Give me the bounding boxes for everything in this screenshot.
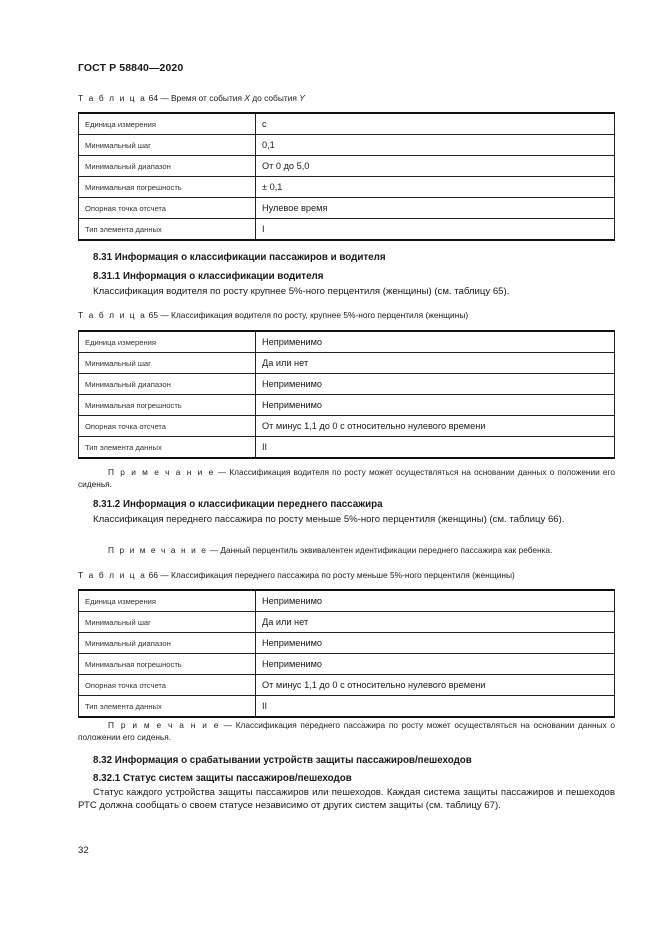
- document-header: ГОСТ Р 58840—2020: [78, 62, 184, 74]
- parameter-name-cell: Опорная точка отсчета: [79, 675, 256, 696]
- note-2: [78, 544, 615, 556]
- table-row: [79, 331, 615, 353]
- table-row: [79, 113, 615, 135]
- parameter-name-cell: Минимальный шаг: [79, 135, 256, 156]
- table-64-caption: [78, 93, 305, 103]
- section-8-31-1-text: Классификация водителя по росту крупнее 5%-ного перцентиля (женщины) (см. таблицу 65).: [93, 286, 510, 297]
- parameter-name-cell: Минимальный диапазон: [79, 633, 256, 654]
- note-label: П р и м е ч а н и е: [108, 467, 215, 477]
- table-65-caption: [78, 310, 468, 320]
- table-label: Т а б л и ц а: [78, 310, 147, 320]
- section-8-32-1-heading: 8.32.1 Статус систем защиты пассажиров/пешеходов: [93, 773, 352, 784]
- table-row: [79, 156, 615, 177]
- parameter-value-cell: Неприменимо: [256, 395, 615, 416]
- parameter-name-cell: Минимальный шаг: [79, 353, 256, 374]
- parameter-name-cell: Опорная точка отсчета: [79, 416, 256, 437]
- table-row: [79, 696, 615, 718]
- section-8-31-1-heading: 8.31.1 Информация о классификации водителя: [93, 271, 324, 282]
- table-row: [79, 437, 615, 459]
- note-1: [78, 466, 615, 490]
- table-row: [79, 177, 615, 198]
- table-row: [79, 395, 615, 416]
- parameter-value-cell: 0,1: [256, 135, 615, 156]
- parameter-value-cell: Да или нет: [256, 612, 615, 633]
- parameter-name-cell: Минимальная погрешность: [79, 395, 256, 416]
- parameter-name-cell: Единица измерения: [79, 331, 256, 353]
- table-row: [79, 135, 615, 156]
- parameter-value-cell: с: [256, 113, 615, 135]
- variable-y: Y: [299, 93, 305, 103]
- table-row: [79, 590, 615, 612]
- parameter-name-cell: Тип элемента данных: [79, 437, 256, 459]
- table-row: [79, 612, 615, 633]
- parameter-value-cell: Неприменимо: [256, 331, 615, 353]
- table-label: Т а б л и ц а: [78, 93, 147, 103]
- parameter-value-cell: От 0 до 5,0: [256, 156, 615, 177]
- caption-text-mid: до события: [249, 93, 300, 103]
- parameter-name-cell: Минимальная погрешность: [79, 654, 256, 675]
- note-3: [78, 719, 615, 743]
- page-number: 32: [78, 845, 89, 856]
- parameter-value-cell: Неприменимо: [256, 590, 615, 612]
- section-8-31-2-text: Классификация переднего пассажира по росту меньше 5%-ного перцентиля (женщины) (см. таблицу 66).: [93, 514, 565, 525]
- section-8-32-heading: 8.32 Информация о срабатывании устройств защиты пассажиров/пешеходов: [93, 755, 472, 766]
- parameter-name-cell: Минимальный диапазон: [79, 374, 256, 395]
- section-8-31-heading: 8.31 Информация о классификации пассажиров и водителя: [93, 252, 386, 263]
- parameter-value-cell: Неприменимо: [256, 633, 615, 654]
- section-8-32-1-text: Статус каждого устройства защиты пассажиров или пешеходов. Каждая система защиты пассажиров и пешеходов РТС должна сообщать о своем статусе независимо от других систем защиты (см. таблицу 67).: [78, 787, 615, 811]
- note-label: П р и м е ч а н и е: [108, 545, 208, 555]
- parameter-value-cell: От минус 1,1 до 0 с относительно нулевого времени: [256, 675, 615, 696]
- parameter-value-cell: ± 0,1: [256, 177, 615, 198]
- note-text: — Данный перцентиль эквивалентен идентификации переднего пассажира как ребенка.: [207, 545, 553, 555]
- parameter-value-cell: Неприменимо: [256, 374, 615, 395]
- table-64: [78, 112, 615, 241]
- parameter-value-cell: II: [256, 437, 615, 459]
- note-text: — Классификация водителя по росту может осуществляться на основании данных о положении его сиденья.: [78, 467, 615, 489]
- parameter-name-cell: Опорная точка отсчета: [79, 198, 256, 219]
- table-label: Т а б л и ц а: [78, 570, 147, 580]
- parameter-name-cell: Тип элемента данных: [79, 696, 256, 718]
- table-row: [79, 654, 615, 675]
- table-row: [79, 374, 615, 395]
- caption-text: 64 — Время от события: [146, 93, 245, 103]
- table-row: [79, 353, 615, 374]
- parameter-name-cell: Минимальный диапазон: [79, 156, 256, 177]
- table-row: [79, 416, 615, 437]
- parameter-name-cell: Единица измерения: [79, 113, 256, 135]
- parameter-value-cell: От минус 1,1 до 0 с относительно нулевого времени: [256, 416, 615, 437]
- parameter-name-cell: Единица измерения: [79, 590, 256, 612]
- variable-x: X: [244, 93, 250, 103]
- table-row: [79, 633, 615, 654]
- table-65: [78, 330, 615, 459]
- note-text: — Классификация переднего пассажира по росту может осуществляться на основании данных о положении его сиденья.: [78, 720, 615, 742]
- parameter-value-cell: Нулевое время: [256, 198, 615, 219]
- table-66-caption: [78, 570, 515, 580]
- section-8-31-2-heading: 8.31.2 Информация о классификации переднего пассажира: [93, 499, 383, 510]
- table-row: [79, 219, 615, 241]
- parameter-value-cell: Да или нет: [256, 353, 615, 374]
- parameter-name-cell: Минимальная погрешность: [79, 177, 256, 198]
- parameter-name-cell: Минимальный шаг: [79, 612, 256, 633]
- caption-text: 66 — Классификация переднего пассажира по росту меньше 5%-ного перцентиля (женщины): [146, 570, 515, 580]
- table-row: [79, 198, 615, 219]
- parameter-name-cell: Тип элемента данных: [79, 219, 256, 241]
- parameter-value-cell: II: [256, 696, 615, 718]
- note-label: П р и м е ч а н и е: [108, 720, 220, 730]
- caption-text: 65 — Классификация водителя по росту, крупнее 5%-ного перцентиля (женщины): [146, 310, 469, 320]
- parameter-value-cell: Неприменимо: [256, 654, 615, 675]
- parameter-value-cell: I: [256, 219, 615, 241]
- table-row: [79, 675, 615, 696]
- table-66: [78, 589, 615, 718]
